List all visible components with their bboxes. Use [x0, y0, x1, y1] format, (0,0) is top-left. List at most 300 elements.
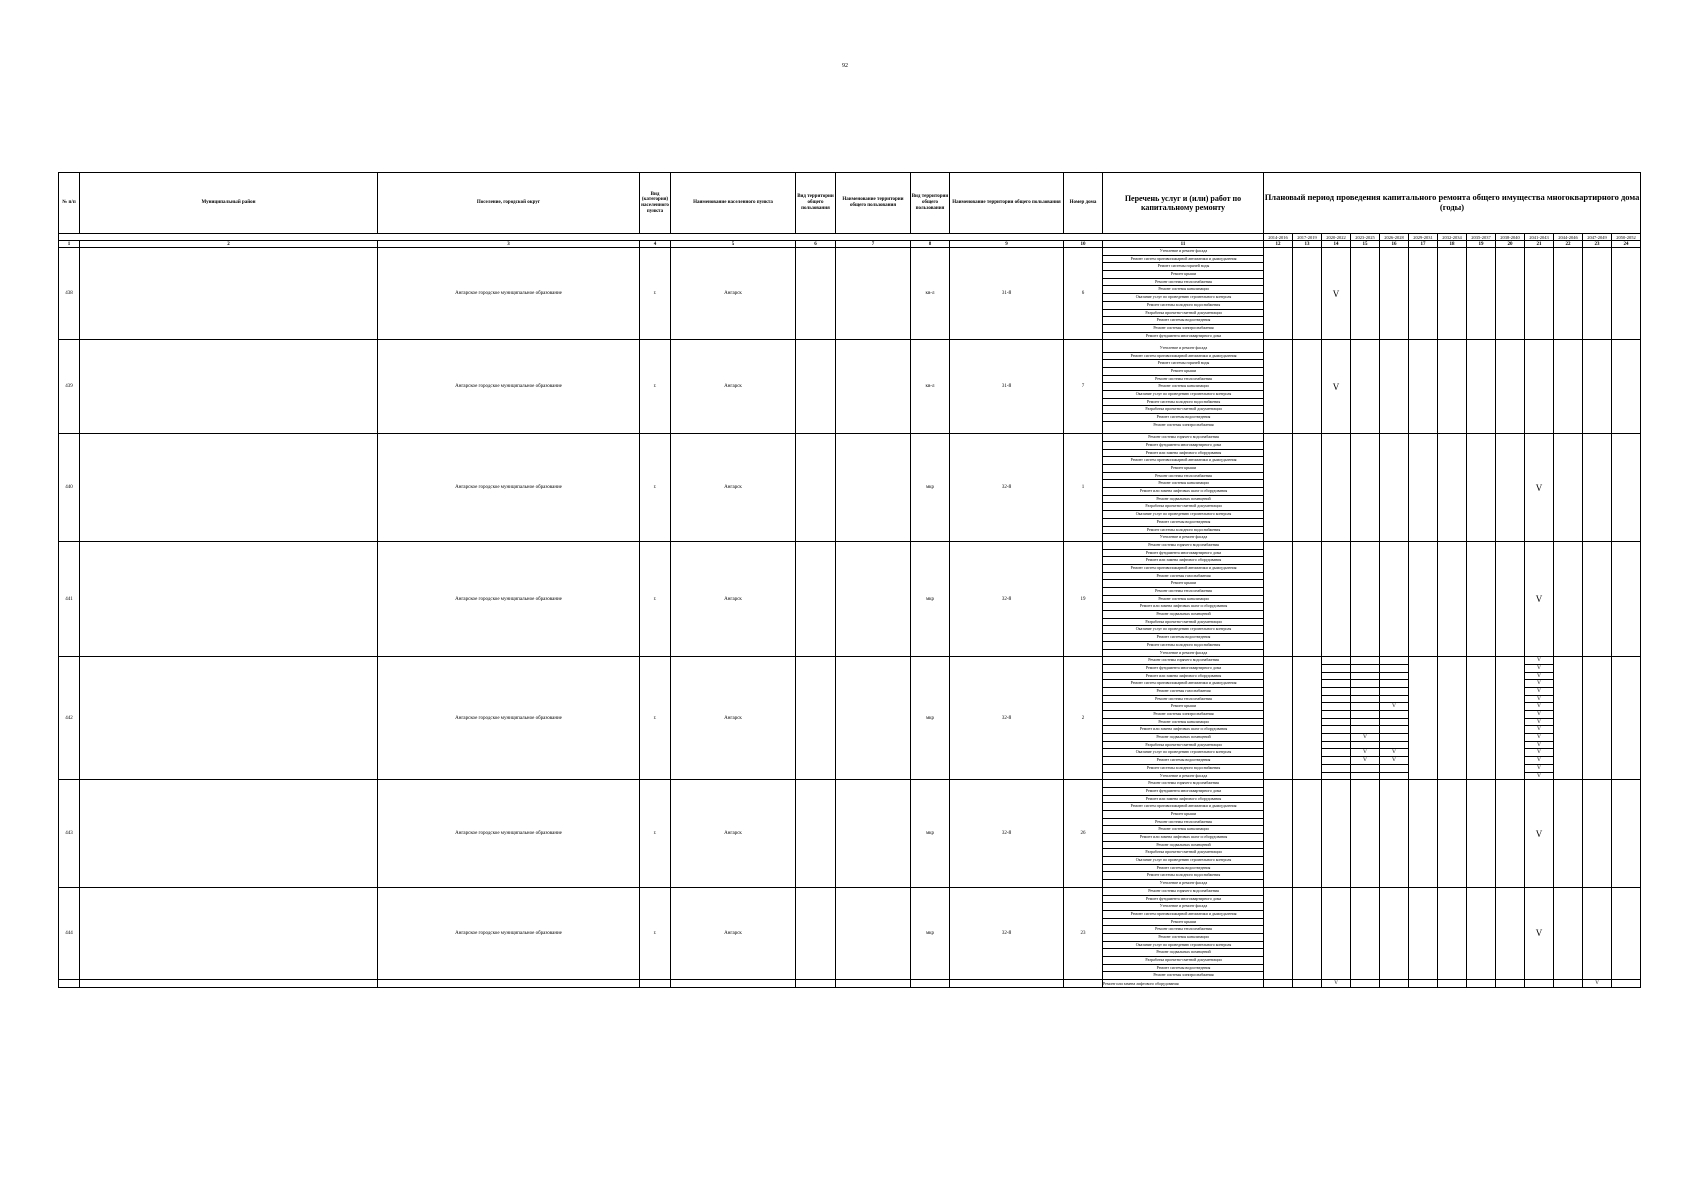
column-number: 16 [1380, 241, 1409, 248]
period-subcell: V [1525, 742, 1553, 750]
period-cell [1496, 780, 1525, 888]
territory-name-cell [836, 541, 911, 656]
work-item: Ремонт системы канализации [1103, 480, 1263, 488]
period-cell [1554, 340, 1583, 434]
period-cell [1438, 887, 1467, 979]
territory-type-cell [796, 248, 836, 340]
row-number: 442 [59, 657, 80, 780]
work-item: Ремонт систем противопожарной автоматики и дымоудаления [1103, 680, 1263, 688]
work-item: Ремонт фундамента многоквартирного дома [1103, 788, 1263, 796]
period-cell [1409, 657, 1438, 780]
period-subcell [1322, 688, 1350, 696]
period-subcell [1380, 665, 1408, 673]
period-cell [1583, 434, 1612, 542]
period-cell [1525, 248, 1554, 340]
house-cell: 6 [1064, 248, 1103, 340]
period-label: 2047-2049 [1583, 234, 1612, 241]
period-cell [1351, 887, 1380, 979]
period-cell [1583, 541, 1612, 656]
work-item: Ремонт или замена лифтовых шахт и оборудования [1103, 834, 1263, 842]
work-item: Ремонт системы теплоснабжения [1103, 819, 1263, 827]
work-item: Ремонт крыши [1103, 811, 1263, 819]
column-number: 10 [1064, 241, 1103, 248]
column-number: 20 [1496, 241, 1525, 248]
house-cell: 2 [1064, 657, 1103, 780]
works-list [1103, 541, 1264, 656]
works-list [1103, 434, 1264, 542]
locality-cell: Ангарск [671, 887, 796, 979]
period-subcell [1351, 719, 1379, 727]
work-item: Разработка проектно-сметной документации [1103, 957, 1263, 965]
period-cell [1612, 657, 1641, 780]
empty-cell [1351, 980, 1380, 988]
territory-name-cell [836, 248, 911, 340]
period-cell [1293, 780, 1322, 888]
period-subcell [1322, 757, 1350, 765]
work-item: Ремонт системы теплоснабжения [1103, 696, 1263, 704]
period-label: 2026-2028 [1380, 234, 1409, 241]
period-cell [1525, 434, 1554, 542]
work-item: Ремонт систем противопожарной автоматики и дымоудаления [1103, 565, 1263, 573]
work-item: Ремонт системы газоснабжения [1103, 688, 1263, 696]
period-subcell [1322, 719, 1350, 727]
period-cell [1496, 887, 1525, 979]
table-row [59, 340, 1641, 434]
territory-name-cell [836, 780, 911, 888]
period-subcell: V [1380, 757, 1408, 765]
work-item: Ремонт системы электроснабжения [1153, 421, 1214, 427]
period-subcell [1351, 696, 1379, 704]
period-subcell [1351, 688, 1379, 696]
period-cell [1496, 657, 1525, 780]
period-cell [1293, 340, 1322, 434]
period-cell [1322, 248, 1351, 340]
work-item: Ремонт фундамента многоквартирного дома [1103, 442, 1263, 450]
period-cell [1612, 340, 1641, 434]
work-item: Ремонт фундамента многоквартирного дома [1145, 332, 1222, 338]
settlement-cell: Ангарское городское муниципальное образование [378, 541, 640, 656]
work-item: Ремонт или замена лифтовых шахт и оборудования [1103, 726, 1263, 734]
work-item: Разработка проектно-сметной документации [1103, 310, 1263, 318]
repair-mark: V [1322, 980, 1351, 988]
empty-cell [671, 980, 796, 988]
period-subcell [1322, 665, 1350, 673]
work-item: Ремонт системы горячего водоснабжения [1103, 888, 1263, 896]
locality-cell: Ангарск [671, 541, 796, 656]
work-item: Ремонт системы теплоснабжения [1103, 376, 1263, 384]
period-subcell [1322, 711, 1350, 719]
work-item: Ремонт системы канализации [1103, 826, 1263, 834]
locality-cell: Ангарск [671, 657, 796, 780]
period-subcell [1351, 657, 1379, 665]
empty-cell [950, 980, 1064, 988]
territory-type-cell [796, 887, 836, 979]
work-item: Ремонт системы водоотведения [1103, 519, 1263, 527]
street-type-cell: кв-л [911, 248, 950, 340]
work-item: Ремонт подвальных помещений [1103, 734, 1263, 742]
period-label: 2020-2022 [1322, 234, 1351, 241]
period-cell [1322, 887, 1351, 979]
period-cell [1525, 780, 1554, 888]
work-item: Оказание услуг по проведению строительного контроля [1103, 857, 1263, 865]
period-subcell [1351, 680, 1379, 688]
table-row [59, 780, 1641, 888]
territory-type-cell [796, 340, 836, 434]
table-row [59, 657, 1641, 780]
period-cell [1380, 780, 1409, 888]
column-number: 9 [950, 241, 1064, 248]
period-cell [1264, 340, 1293, 434]
empty-cell [80, 980, 378, 988]
empty-cell [1467, 980, 1496, 988]
period-cell [1409, 541, 1438, 656]
repair-mark: V [1535, 594, 1543, 605]
work-item: Ремонт системы горячего водоснабжения [1103, 657, 1263, 665]
period-cell [1554, 657, 1583, 780]
period-subcell [1351, 773, 1379, 780]
period-subcell: V [1525, 688, 1553, 696]
capital-repair-table [58, 172, 1641, 988]
period-subcell [1380, 773, 1408, 780]
period-subcell [1322, 657, 1350, 665]
period-subcell: V [1380, 703, 1408, 711]
column-number: 1 [59, 241, 80, 248]
work-item: Ремонт системы горячего водоснабжения [1103, 542, 1263, 550]
header-building: Номер дома [1064, 173, 1103, 234]
period-cell [1293, 541, 1322, 656]
empty-cell [59, 980, 80, 988]
empty-cell [1264, 980, 1293, 988]
work-item: Ремонт или замена лифтовых шахт и оборудования [1103, 603, 1263, 611]
period-subcell: V [1525, 765, 1553, 773]
work-item: Ремонт системы электроснабжения [1153, 972, 1214, 978]
territory-name-cell [836, 887, 911, 979]
territory-name-cell [836, 434, 911, 542]
locality-type-cell: г. [640, 248, 671, 340]
period-subcell [1380, 734, 1408, 742]
period-cell [1351, 434, 1380, 542]
header-locality-name: Наименование населенного пункта [671, 173, 796, 234]
period-cell [1525, 340, 1554, 434]
period-subcell [1380, 742, 1408, 750]
territory-type-cell [796, 657, 836, 780]
row-number: 438 [59, 248, 80, 340]
period-cell [1351, 541, 1380, 656]
work-item: Ремонт систем противопожарной автоматики и дымоудаления [1103, 256, 1263, 264]
period-cell [1380, 434, 1409, 542]
work-item: Ремонт фундамента многоквартирного дома [1103, 896, 1263, 904]
work-item: Разработка проектно-сметной документации [1103, 503, 1263, 511]
period-label: 2023-2025 [1351, 234, 1380, 241]
empty-cell [1409, 980, 1438, 988]
empty-cell [378, 980, 640, 988]
period-label: 2029-2031 [1409, 234, 1438, 241]
empty-cell [1525, 980, 1554, 988]
works-list [1103, 657, 1264, 780]
house-cell: 7 [1064, 340, 1103, 434]
period-subcell: V [1525, 665, 1553, 673]
district-cell [80, 248, 378, 340]
settlement-cell: Ангарское городское муниципальное образование [378, 657, 640, 780]
street-type-cell: мкр [911, 541, 950, 656]
street-cell: 32-й [950, 780, 1064, 888]
work-item: Разработка проектно-сметной документации [1103, 619, 1263, 627]
work-item: Ремонт крыши [1103, 465, 1263, 473]
empty-cell [796, 980, 836, 988]
work-item: Ремонт или замена лифтового оборудования [1103, 450, 1263, 458]
street-type-cell: мкр [911, 657, 950, 780]
works-list [1103, 248, 1264, 340]
period-subcell [1351, 711, 1379, 719]
work-item: Утепление и ремонт фасада [1103, 345, 1263, 353]
header-locality-type: Вид (категория) населенного пункта [640, 173, 671, 234]
locality-cell: Ангарск [671, 434, 796, 542]
period-cell [1264, 248, 1293, 340]
period-label: 2032-2034 [1438, 234, 1467, 241]
period-cell [1409, 248, 1438, 340]
district-cell [80, 657, 378, 780]
work-item: Ремонт фундамента многоквартирного дома [1103, 550, 1263, 558]
period-cell [1264, 780, 1293, 888]
period-cell [1438, 248, 1467, 340]
column-number: 2 [80, 241, 378, 248]
period-subcell: V [1525, 719, 1553, 727]
work-item: Ремонт системы канализации [1103, 934, 1263, 942]
header-num: № п/п [59, 173, 80, 234]
empty-cell [1438, 980, 1467, 988]
work-item: Утепление и ремонт фасада [1159, 772, 1208, 778]
period-spacer [59, 234, 1264, 241]
work-item: Оказание услуг по проведению строительного контроля [1103, 294, 1263, 302]
work-item: Ремонт системы холодного водоснабжения [1103, 527, 1263, 535]
period-cell [1409, 887, 1438, 979]
header-period: Плановый период проведения капитального ремонта общего имущества многоквартирного дома (годы) [1264, 173, 1641, 234]
period-cell [1409, 340, 1438, 434]
column-number: 8 [911, 241, 950, 248]
work-item: Ремонт системы канализации [1103, 596, 1263, 604]
empty-cell [640, 980, 671, 988]
repair-mark: V [1535, 828, 1543, 839]
period-cell [1380, 248, 1409, 340]
period-label: 2038-2040 [1496, 234, 1525, 241]
period-cell [1293, 657, 1322, 780]
work-item: Утепление и ремонт фасада [1103, 248, 1263, 256]
column-number: 17 [1409, 241, 1438, 248]
work-item: Ремонт системы водоотведения [1103, 757, 1263, 765]
district-cell [80, 340, 378, 434]
work-item: Ремонт крыши [1103, 368, 1263, 376]
work-item: Разработка проектно-сметной документации [1103, 742, 1263, 750]
work-item: Оказание услуг по проведению строительного контроля [1103, 749, 1263, 757]
territory-name-cell [836, 657, 911, 780]
period-subcell [1322, 673, 1350, 681]
period-cell [1322, 434, 1351, 542]
work-item: Ремонт системы электроснабжения [1103, 325, 1263, 333]
work-item: Утепление и ремонт фасада [1159, 880, 1208, 886]
work-item: Ремонт фундамента многоквартирного дома [1103, 665, 1263, 673]
street-type-cell: мкр [911, 887, 950, 979]
work-item: Ремонт системы электроснабжения [1103, 711, 1263, 719]
period-label: 2041-2043 [1525, 234, 1554, 241]
period-label: 2017-2019 [1293, 234, 1322, 241]
period-subcell: V [1351, 757, 1379, 765]
period-cell [1380, 887, 1409, 979]
header-district: Муниципальный район [80, 173, 378, 234]
period-cell [1264, 434, 1293, 542]
locality-type-cell: г. [640, 657, 671, 780]
period-subcell: V [1525, 680, 1553, 688]
work-item: Ремонт системы канализации [1103, 286, 1263, 294]
column-number: 21 [1525, 241, 1554, 248]
work-item: Оказание услуг по проведению строительного контроля [1103, 626, 1263, 634]
house-cell: 26 [1064, 780, 1103, 888]
work-item: Ремонт крыши [1103, 580, 1263, 588]
street-cell: 32-й [950, 657, 1064, 780]
period-cell [1351, 780, 1380, 888]
street-type-cell: кв-л [911, 340, 950, 434]
repair-mark: V [1583, 980, 1612, 988]
house-cell: 19 [1064, 541, 1103, 656]
repair-mark: V [1332, 381, 1340, 392]
period-label: 2035-2037 [1467, 234, 1496, 241]
period-subcell: V [1525, 703, 1553, 711]
row-number: 441 [59, 541, 80, 656]
table-row [59, 248, 1641, 340]
column-number: 22 [1554, 241, 1583, 248]
district-cell [80, 541, 378, 656]
period-cell [1293, 887, 1322, 979]
street-cell: 31-й [950, 340, 1064, 434]
row-number: 444 [59, 887, 80, 979]
locality-cell: Ангарск [671, 340, 796, 434]
work-item: Ремонт подвальных помещений [1103, 611, 1263, 619]
period-subcell: V [1351, 734, 1379, 742]
period-subcell: V [1537, 772, 1541, 779]
column-number: 5 [671, 241, 796, 248]
column-number: 24 [1612, 241, 1641, 248]
work-item: Утепление и ремонт фасада [1103, 903, 1263, 911]
work-item: Ремонт или замена лифтовых шахт и оборудования [1103, 488, 1263, 496]
table-row [59, 541, 1641, 656]
works-list [1103, 887, 1264, 979]
period-cell [1554, 541, 1583, 656]
work-item: Ремонт системы горячей воды [1103, 263, 1263, 271]
row-number: 443 [59, 780, 80, 888]
header-settlement: Поселение, городской округ [378, 173, 640, 234]
street-cell: 32-й [950, 541, 1064, 656]
works-list [1103, 340, 1264, 434]
period-cell [1438, 541, 1467, 656]
period-subcell [1380, 711, 1408, 719]
street-cell: 31-й [950, 248, 1064, 340]
table-row [59, 434, 1641, 542]
work-item: Ремонт систем противопожарной автоматики и дымоудаления [1103, 911, 1263, 919]
header-works: Перечень услуг и (или) работ по капитальному ремонту [1103, 173, 1264, 234]
period-cell [1264, 887, 1293, 979]
period-cell [1467, 340, 1496, 434]
period-cell [1583, 657, 1612, 780]
period-cell [1293, 434, 1322, 542]
empty-cell [1612, 980, 1641, 988]
column-number: 4 [640, 241, 671, 248]
period-subcell: V [1525, 734, 1553, 742]
period-cell [1554, 887, 1583, 979]
period-subcell: V [1525, 673, 1553, 681]
period-cell [1351, 248, 1380, 340]
period-cell [1409, 780, 1438, 888]
period-cell [1525, 887, 1554, 979]
locality-cell: Ангарск [671, 780, 796, 888]
period-subcell [1380, 696, 1408, 704]
period-subcell [1380, 688, 1408, 696]
territory-type-cell [796, 541, 836, 656]
period-subcell [1322, 726, 1350, 734]
period-subcell: V [1525, 711, 1553, 719]
work-item: Оказание услуг по проведению строительного контроля [1103, 511, 1263, 519]
district-cell [80, 887, 378, 979]
period-cell [1264, 541, 1293, 656]
settlement-cell: Ангарское городское муниципальное образование [378, 248, 640, 340]
repair-mark: V [1535, 928, 1543, 939]
street-cell: 32-й [950, 434, 1064, 542]
column-number: 15 [1351, 241, 1380, 248]
period-subcell [1380, 719, 1408, 727]
work-item: Ремонт системы теплоснабжения [1103, 279, 1263, 287]
column-number: 3 [378, 241, 640, 248]
empty-cell [1380, 980, 1409, 988]
work-item: Ремонт системы теплоснабжения [1103, 473, 1263, 481]
period-label: 2050-2052 [1612, 234, 1641, 241]
period-cell [1322, 780, 1351, 888]
period-cell [1554, 434, 1583, 542]
settlement-cell: Ангарское городское муниципальное образование [378, 887, 640, 979]
street-type-cell: мкр [911, 780, 950, 888]
locality-type-cell: г. [640, 780, 671, 888]
period-subcell [1351, 673, 1379, 681]
work-item: Ремонт системы горячего водоснабжения [1103, 780, 1263, 788]
work-item: Ремонт систем противопожарной автоматики и дымоудаления [1103, 803, 1263, 811]
work-item: Ремонт системы водоотведения [1103, 414, 1263, 422]
period-cell [1496, 434, 1525, 542]
period-subcell: V [1525, 757, 1553, 765]
period-cell [1467, 248, 1496, 340]
period-subcell [1351, 665, 1379, 673]
header-territory-name-2: Наименование территории общего пользования [950, 173, 1064, 234]
work-item: Утепление и ремонт фасада [1159, 534, 1208, 540]
street-type-cell: мкр [911, 434, 950, 542]
period-subcell: V [1380, 749, 1408, 757]
period-subcell [1322, 696, 1350, 704]
period-cell [1467, 780, 1496, 888]
period-cell [1583, 887, 1612, 979]
column-number: 18 [1438, 241, 1467, 248]
settlement-cell: Ангарское городское муниципальное образование [378, 434, 640, 542]
page-number: 92 [842, 63, 848, 69]
column-number: 14 [1322, 241, 1351, 248]
locality-type-cell: г. [640, 541, 671, 656]
period-subcell [1380, 657, 1408, 665]
locality-cell: Ангарск [671, 248, 796, 340]
period-subcell [1351, 765, 1379, 773]
work-item: Ремонт крыши [1103, 271, 1263, 279]
empty-cell [1293, 980, 1322, 988]
period-subcell [1322, 749, 1350, 757]
work-item: Ремонт подвальных помещений [1103, 842, 1263, 850]
row-number: 439 [59, 340, 80, 434]
house-cell: 23 [1064, 887, 1103, 979]
period-cell [1467, 657, 1496, 780]
period-cell [1438, 434, 1467, 542]
